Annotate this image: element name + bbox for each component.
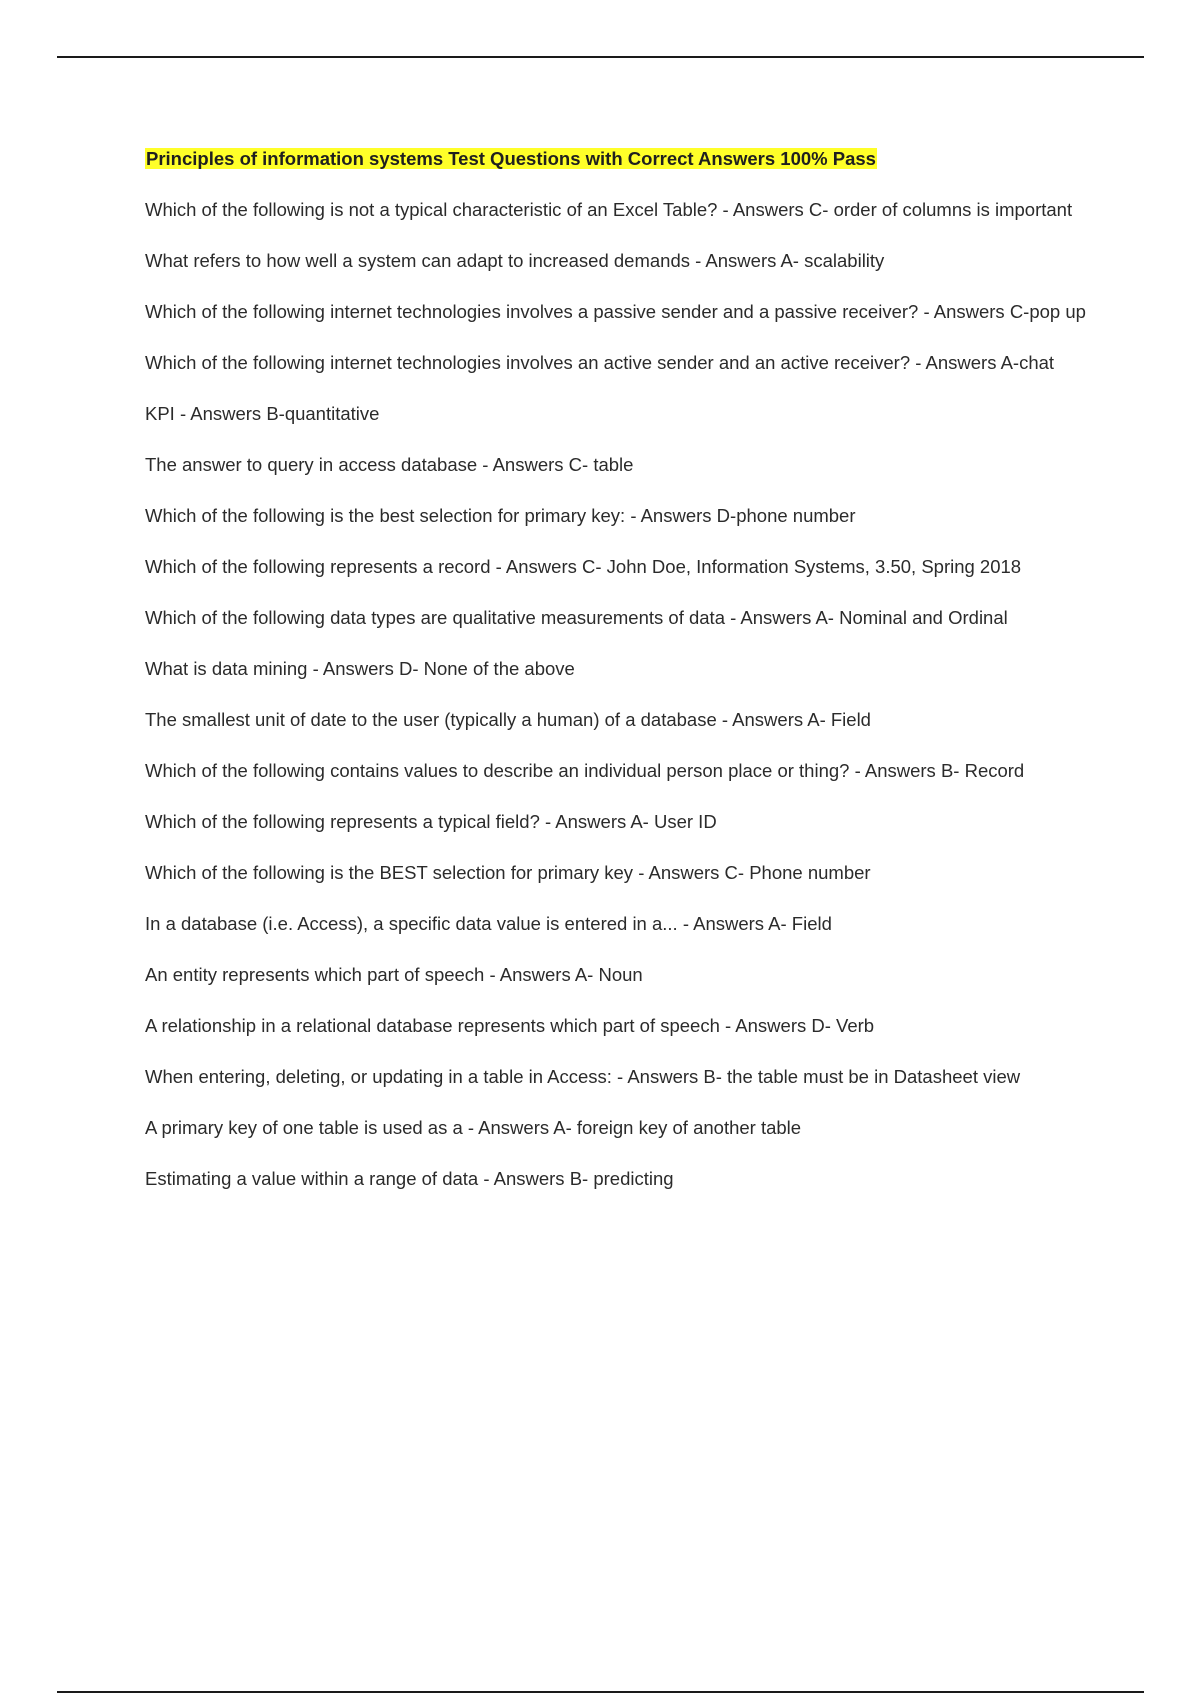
qa-item: Which of the following internet technologies involves an active sender and an active receiver? - Answers A-chat — [145, 352, 1055, 373]
qa-item: Which of the following is the best selection for primary key: - Answers D-phone number — [145, 505, 856, 526]
qa-item: When entering, deleting, or updating in a table in Access: - Answers B- the table must be in Datasheet view — [145, 1066, 1021, 1087]
qa-item: The smallest unit of date to the user (typically a human) of a database - Answers A- Field — [145, 709, 871, 730]
document-body — [145, 146, 1095, 1215]
qa-item: An entity represents which part of speech - Answers A- Noun — [145, 964, 643, 985]
qa-item: Which of the following represents a typical field? - Answers A- User ID — [145, 811, 717, 832]
header-rule — [57, 56, 1144, 58]
document-title: Principles of information systems Test Questions with Correct Answers 100% Pass — [146, 148, 876, 169]
footer-rule — [57, 1691, 1144, 1693]
qa-item: What refers to how well a system can adapt to increased demands - Answers A- scalability — [145, 250, 885, 271]
qa-item: Which of the following data types are qualitative measurements of data - Answers A- Nominal and Ordinal — [145, 607, 1008, 628]
title-block — [145, 146, 1095, 174]
qa-item: A primary key of one table is used as a - Answers A- foreign key of another table — [145, 1117, 802, 1138]
qa-item: Which of the following represents a record - Answers C- John Doe, Information Systems, 3.50, Spring 2018 — [145, 556, 1022, 577]
qa-item: In a database (i.e. Access), a specific data value is entered in a... - Answers A- Field — [145, 913, 832, 934]
qa-list — [145, 195, 1095, 1194]
qa-item: Which of the following internet technologies involves a passive sender and a passive receiver? - Answers C-pop up — [145, 301, 1086, 322]
qa-item: The answer to query in access database - Answers C- table — [145, 454, 634, 475]
qa-item: Which of the following is not a typical characteristic of an Excel Table? - Answers C- order of columns is important — [145, 199, 1073, 220]
qa-item: Which of the following is the BEST selection for primary key - Answers C- Phone number — [145, 862, 871, 883]
qa-item: Which of the following contains values to describe an individual person place or thing? - Answers B- Record — [145, 760, 1025, 781]
qa-item: What is data mining - Answers D- None of the above — [145, 658, 575, 679]
qa-item: A relationship in a relational database represents which part of speech - Answers D- Verb — [145, 1015, 875, 1036]
qa-item: Estimating a value within a range of data - Answers B- predicting — [145, 1168, 674, 1189]
qa-item: KPI - Answers B-quantitative — [145, 403, 380, 424]
